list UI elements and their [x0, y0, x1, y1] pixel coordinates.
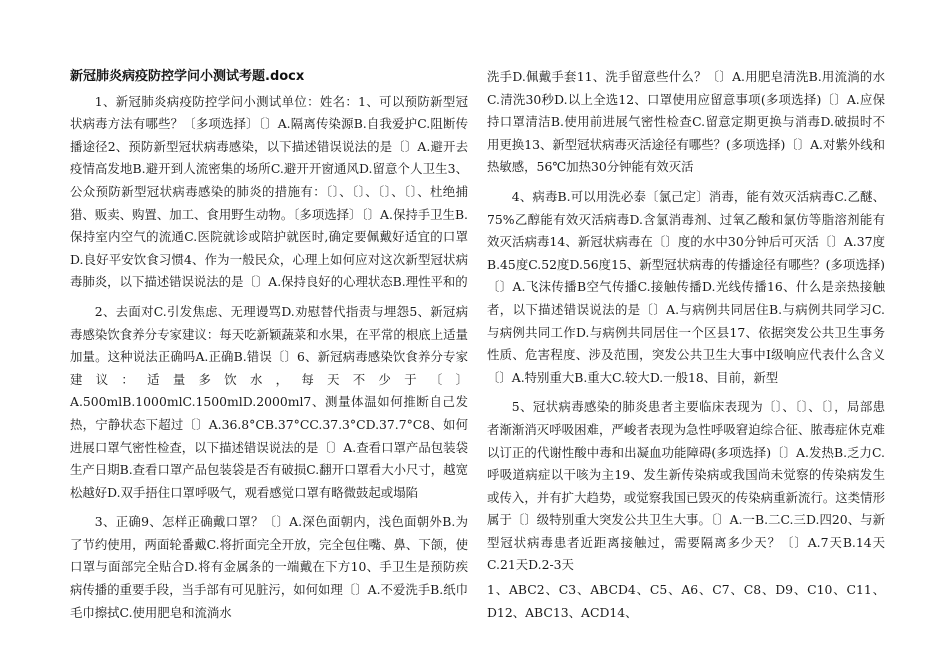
question-block-4: 4、病毒B.可以用洗必泰〔氯己定〕消毒，能有效灭活病毒C.乙醚、75%乙醇能有效灭活病毒D.含氯消毒剂、过氧乙酸和氯仿等脂溶剂能有效灭活病毒14、新冠状病毒在〔〕度的水中30分钟后可灭活〔〕A.37度B.45度C.52度D.56度15、新型冠状病毒的传播途径有哪些？(多项选择)〔〕A.飞沫传播B空气传播C.接触传播D.光线传播16、什么是亲热接触者，以下描述错误说法的是〔〕A.与病例共同居住B.与病例共同学习C.与病例共同工作D.与病例共同居住一个区县17、依据突发公共卫生事务性质、危害程度、涉及范围，突发公共卫生大事中Ⅰ级响应代表什么含义〔〕A.特别重大B.重大C.较大D.一般18、目前，新型 [487, 188, 885, 385]
answer-key: 1、ABC2、C3、ABCD4、C5、A6、C7、C8、D9、C10、C11、D12、ABC13、ACD14、 [487, 582, 885, 620]
question-block-2: 2、去面对C.引发焦虑、无理谩骂D.劝慰替代指责与埋怨5、新冠病毒感染饮食养分专家建议：每天吃新颖蔬菜和水果，在平常的根底上适量加量。这种说法正确吗A.正确B.错误〔〕6、新冠病毒感染饮食养分专家建议：适量多饮水，每天不少于〔〕A.500mlB.1000mlC.1500mlD.2000ml7、测量体温如何推断自己发热，宁静状态下超过〔〕A.36.8°CB.37°CC.37.3°CD.37.7°C8、如何进展口罩气密性检查，以下描述错误说法的是〔〕A.查看口罩产品包装袋生产日期B.查看口罩产品包装袋是否有破损C.翻开口罩看大小尺寸，越宽松越好D.双手捂住口罩呼吸气，观看感觉口罩有略微鼓起或塌陷 [70, 303, 468, 500]
question-block-3: 3、正确9、怎样正确戴口罩？〔〕A.深色面朝内，浅色面朝外B.为了节约使用，两面轮番戴C.将折面完全开放，完全包住嘴、鼻、下颌，使口罩与面部完全贴合D.将有金属条的一端戴在下方10、手卫生是预防疾病传播的重要手段，当手部有可见脏污，如何如理〔〕A.不爱洗手B.纸巾毛巾擦拭C.使用肥皂和流淌水 [70, 514, 468, 620]
right-column [487, 66, 885, 624]
document-title: 新冠肺炎病疫防控学问小测试考题.docx [70, 69, 305, 84]
question-block-3-cont: 洗手D.佩戴手套11、洗手留意些什么？〔〕A.用肥皂清洗B.用流淌的水C.清洗30秒D.以上全选12、口罩使用应留意事项(多项选择)〔〕A.应保持口罩清洁B.使用前进展气密性检查C.留意定期更换与消毒D.破损时不用更换13、新型冠状病毒灭活途径有哪些？(多项选择)〔〕A.对紫外线和热敏感，56℃加热30分钟能有效灭活 [487, 69, 885, 175]
question-block-5: 5、冠状病毒感染的肺炎患者主要临床表现为〔〕、〔〕、〔〕，局部患者渐渐消灭呼吸困难，严峻者表现为急性呼吸窘迫综合征、脓毒症休克难以订正的代谢性酸中毒和出凝血功能障碍(多项选择)〔〕A.发热B.乏力C.呼吸道病症以干咳为主19、发生新传染病或我国尚未觉察的传染病发生或传入，并有扩大趋势，或觉察我国已毁灭的传染病重新流行。这类情形属于〔〕级特别重大突发公共卫生大事。〔〕A.一B.二C.三D.四20、与新型冠状病毒患者近距离接触过，需要隔离多少天？〔〕A.7天B.14天C.21天D.2-3天 [487, 399, 885, 573]
left-column [70, 66, 468, 624]
question-block-1: 1、新冠肺炎病疫防控学问小测试单位：姓名：1、可以预防新型冠状病毒方法有哪些？〔多项选择〕〔〕A.隔离传染源B.自我爱护C.阻断传播途径2、预防新型冠状病毒感染，以下描述错误说法的是〔〕A.避开去疫情高发地B.避开到人流密集的场所C.避开开窗通风D.留意个人卫生3、公众预防新型冠状病毒感染的肺炎的措施有：〔〕、〔〕、〔〕、〔〕、杜绝捕猎、贩卖、购置、加工、食用野生动物。〔多项选择〕〔〕A.保持手卫生B.保持室内空气的流通C.医院就诊或陪护就医时,确定要佩戴好适宜的口罩D.良好平安饮食习惯4、作为一般民众，心理上如何应对这次新型冠状病毒肺炎，以下描述错误说法的是〔〕A.保持良好的心理状态B.理性平和的 [70, 93, 468, 290]
